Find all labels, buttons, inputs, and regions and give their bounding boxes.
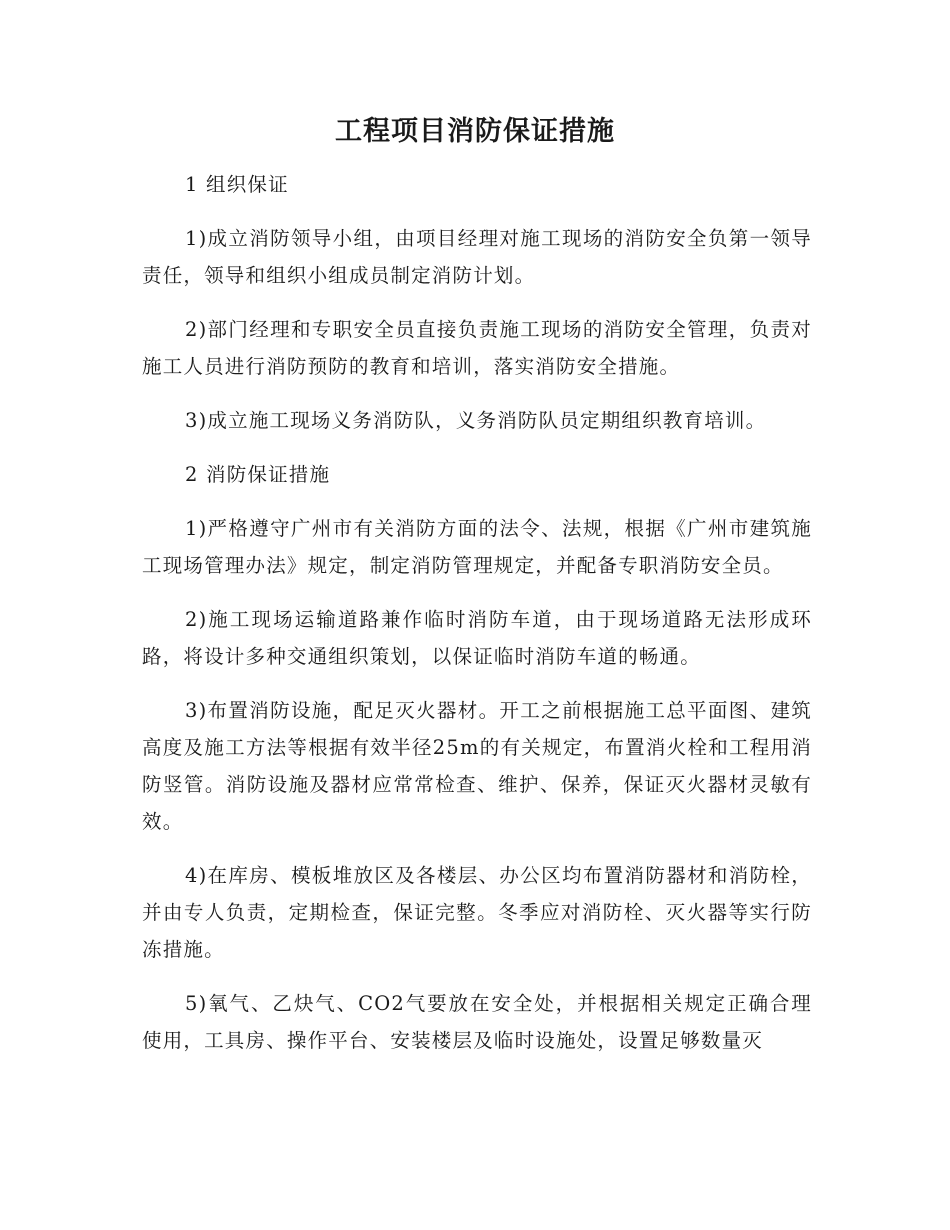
page-title: 工程项目消防保证措施 [335, 116, 615, 147]
paragraph: 4)在库房、模板堆放区及各楼层、办公区均布置消防器材和消防栓，并由专人负责，定期检查，保证完整。冬季应对消防栓、灭火器等实行防冻措施。 [142, 864, 812, 961]
paragraph: 3)成立施工现场义务消防队，义务消防队员定期组织教育培训。 [185, 409, 767, 432]
document-body [142, 166, 812, 1076]
paragraph: 1)成立消防领导小组，由项目经理对施工现场的消防安全负第一领导责任，领导和组织小组成员制定消防计划。 [142, 227, 812, 287]
paragraph: 3)布置消防设施，配足灭火器材。开工之前根据施工总平面图、建筑高度及施工方法等根据有效半径25m的有关规定，布置消火栓和工程用消防竖管。消防设施及器材应常常检查、维护、保养，保证灭火器材灵敏有效。 [142, 699, 812, 833]
section-heading-organization: 1 组织保证 [185, 173, 289, 196]
paragraph: 2)施工现场运输道路兼作临时消防车道，由于现场道路无法形成环路，将设计多种交通组织策划，以保证临时消防车道的畅通。 [142, 608, 812, 668]
section-heading-fire-measures: 2 消防保证措施 [185, 463, 331, 486]
paragraph: 1)严格遵守广州市有关消防方面的法令、法规，根据《广州市建筑施工现场管理办法》规定，制定消防管理规定，并配备专职消防安全员。 [142, 517, 812, 577]
paragraph: 5)氧气、乙炔气、CO2气要放在安全处，并根据相关规定正确合理使用，工具房、操作平台、安装楼层及临时设施处，设置足够数量灭 [142, 992, 812, 1052]
paragraph: 2)部门经理和专职安全员直接负责施工现场的消防安全管理，负责对施工人员进行消防预防的教育和培训，落实消防安全措施。 [142, 318, 812, 378]
